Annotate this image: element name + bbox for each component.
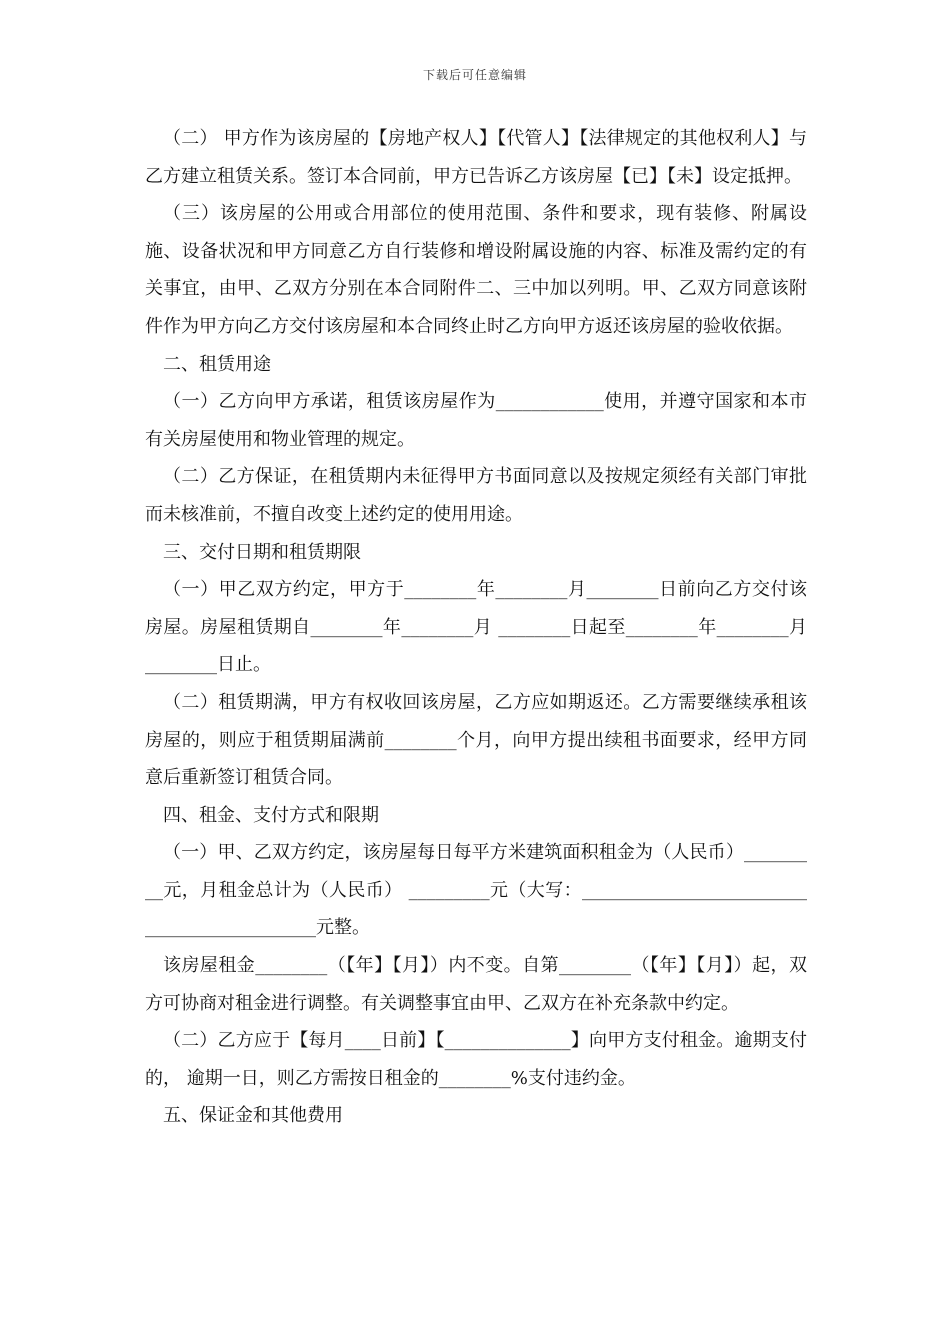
page-header-note: 下载后可任意编辑 bbox=[422, 68, 527, 82]
paragraph-common-areas: （三）该房屋的公用或合用部位的使用范围、条件和要求，现有装修、附属设施、设备状况和甲方同意乙方自行装修和增设附属设施的内容、标准及需约定的有关事宜，由甲、乙双方分别在本合同附件二、三中加以列明。甲、乙双方同意该附件作为甲方向乙方交付该房屋和本合同终止时乙方向甲方返还该房屋的验收依据。 bbox=[145, 203, 807, 337]
paragraph-rent-adjustment: 该房屋租金________（【年】【月】）内不变。自第________（【年】【月】）起，双方可协商对租金进行调整。有关调整事宜由甲、乙双方在补充条款中约定。 bbox=[145, 955, 807, 1014]
paragraph-purpose-commitment: （一）乙方向甲方承诺，租赁该房屋作为____________使用，并遵守国家和本市有关房屋使用和物业管理的规定。 bbox=[145, 391, 807, 450]
section-heading-lease-purpose: 二、租赁用途 bbox=[163, 353, 271, 375]
paragraph-purpose-guarantee: （二）乙方保证，在租赁期内未征得甲方书面同意以及按规定须经有关部门审批而未核准前，不擅自改变上述约定的使用用途。 bbox=[145, 466, 807, 525]
paragraph-delivery-dates: （一）甲乙双方约定，甲方于________年________月________日前向乙方交付该房屋。房屋租赁期自________年________月 ________日起至________年________月________日止。 bbox=[145, 579, 807, 676]
section-heading-deposit-fees: 五、保证金和其他费用 bbox=[163, 1105, 343, 1127]
paragraph-payment-deadline: （二）乙方应于【每月____日前】【______________】向甲方支付租金。逾期支付的， 逾期一日，则乙方需按日租金的________%支付违约金。 bbox=[145, 1030, 807, 1089]
section-heading-rent-payment: 四、租金、支付方式和限期 bbox=[163, 804, 379, 826]
paragraph-lessor-capacity: （二） 甲方作为该房屋的【房地产权人】【代管人】【法律规定的其他权利人】与乙方建立租赁关系。签订本合同前，甲方已告诉乙方该房屋【已】【未】设定抵押。 bbox=[145, 128, 807, 187]
section-heading-delivery-term: 三、交付日期和租赁期限 bbox=[163, 541, 361, 563]
document-body bbox=[145, 120, 807, 1135]
paragraph-rent-amount: （一）甲、乙双方约定，该房屋每日每平方米建筑面积租金为（人民币）_________元，月租金总计为（人民币） _________元（大写：____________________________________________元整。 bbox=[145, 842, 807, 939]
paragraph-lease-renewal: （二）租赁期满，甲方有权收回该房屋，乙方应如期返还。乙方需要继续承租该房屋的，则应于租赁期届满前________个月，向甲方提出续租书面要求，经甲方同意后重新签订租赁合同。 bbox=[145, 691, 807, 789]
